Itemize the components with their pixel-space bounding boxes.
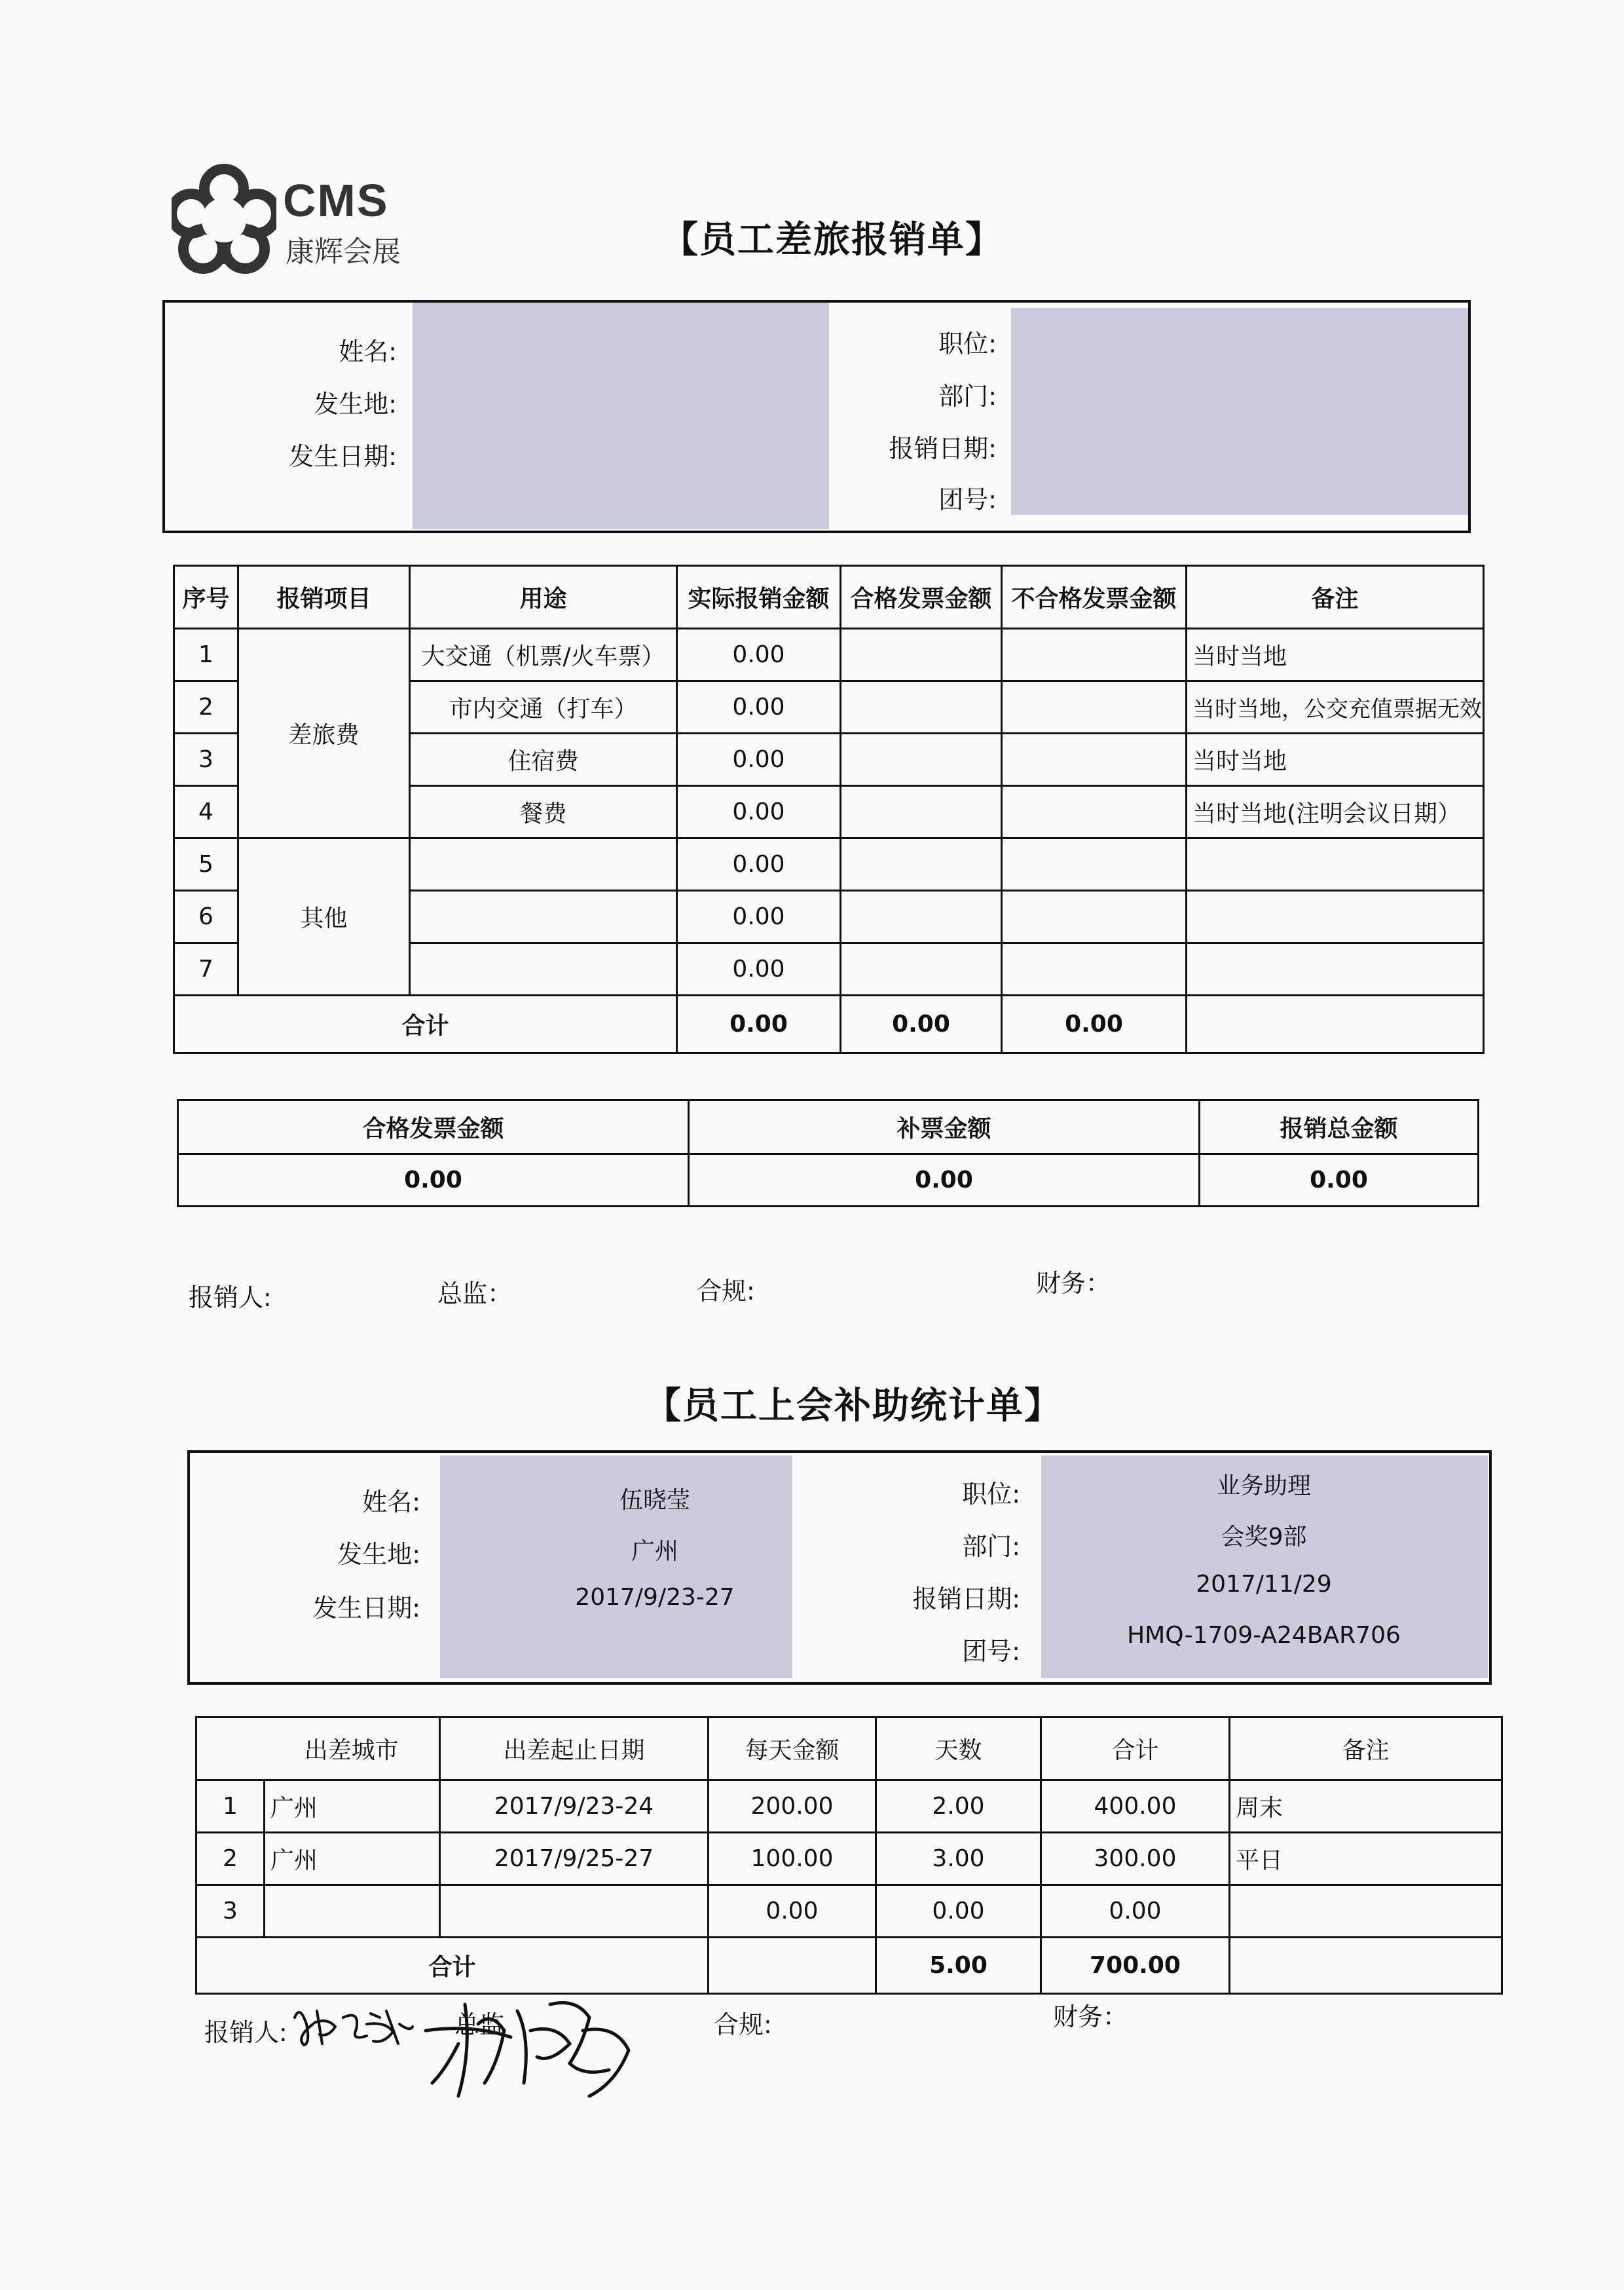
- form2-position-value: 业务助理: [1216, 1473, 1311, 1499]
- col-header-qualified: 合格发票金额: [841, 566, 1002, 629]
- total-label: 合计: [174, 996, 677, 1053]
- total-actual: 0.00: [677, 996, 841, 1053]
- total-row: [174, 996, 1484, 1053]
- summary-supplement-value: 0.00: [689, 1154, 1200, 1207]
- col-header-actual: 实际报销金额: [677, 566, 841, 629]
- col-header-dates: 出差起止日期: [440, 1718, 709, 1780]
- col-header-remark: 备注: [1187, 566, 1484, 629]
- form1-date-label: 发生日期:: [289, 442, 397, 471]
- logo-chinese-name: 康辉会展: [286, 235, 401, 269]
- form1-name-label: 姓名:: [339, 337, 397, 366]
- form2-name-value: 伍晓莹: [619, 1487, 690, 1514]
- form2-director-label: 总监: [454, 2010, 505, 2039]
- total-amount: 700.00: [1041, 1938, 1230, 1994]
- table-row: 3 0.00 0.00 0.00: [196, 1885, 1502, 1938]
- company-logo: [172, 162, 407, 274]
- table-row: 1 广州 2017/9/23-24 200.00 2.00 400.00 周末: [196, 1780, 1502, 1833]
- summary-header-qualified: 合格发票金额: [178, 1100, 689, 1154]
- form1-claim-date-label: 报销日期:: [889, 434, 997, 463]
- form2-subsidy-table: [195, 1716, 1503, 1995]
- cms-flower-logo-icon: [172, 162, 276, 274]
- group-travel-cell: 差旅费: [238, 629, 410, 838]
- redacted-area: [413, 303, 829, 529]
- col-header-usage: 用途: [410, 566, 677, 629]
- summary-total-value: 0.00: [1200, 1154, 1479, 1207]
- logo-name: CMS: [283, 175, 389, 226]
- summary-qualified-value: 0.00: [178, 1154, 689, 1207]
- table-row: 2 广州 2017/9/25-27 100.00 3.00 300.00 平日: [196, 1833, 1502, 1885]
- col-header-days: 天数: [876, 1718, 1041, 1780]
- form2-department-label: 部门:: [962, 1532, 1020, 1561]
- form2-finance-label: 财务：: [1053, 2002, 1128, 2031]
- col-header-city: 出差城市: [265, 1718, 440, 1780]
- total-row: [196, 1938, 1502, 1994]
- form2-compliance-label: 合规:: [714, 2010, 772, 2039]
- form1-department-label: 部门:: [938, 382, 997, 411]
- form1-title: 【员工差旅报销单】: [661, 219, 1003, 261]
- redacted-area: [1011, 308, 1468, 515]
- form2-claim-date-value: 2017/11/29: [1196, 1571, 1332, 1598]
- claimant-handwritten-signature: [288, 1998, 419, 2057]
- form2-date-value: 2017/9/23-27: [575, 1584, 735, 1611]
- summary-header-supplement: 补票金额: [689, 1100, 1200, 1154]
- form2-place-label: 发生地:: [337, 1540, 420, 1569]
- form1-claimant-label: 报销人:: [189, 1283, 272, 1312]
- table-row: 4 餐费 0.00 当时当地(注明会议日期）: [174, 786, 1484, 838]
- col-header-total: 合计: [1041, 1718, 1230, 1780]
- director-handwritten-signature: [419, 1985, 642, 2103]
- table-row: 5 其他 0.00: [174, 838, 1484, 891]
- form2-title: 【员工上会补助统计单】: [644, 1385, 1062, 1427]
- form1-summary-table: [177, 1099, 1479, 1207]
- form2-date-label: 发生日期:: [312, 1594, 420, 1623]
- form2-position-label: 职位:: [962, 1480, 1020, 1509]
- col-header-daily: 每天金额: [709, 1718, 876, 1780]
- table-row: 6 0.00: [174, 891, 1484, 943]
- form1-group-no-label: 团号:: [938, 485, 997, 514]
- table-row: 7 0.00: [174, 943, 1484, 996]
- form2-department-value: 会奖9部: [1221, 1524, 1307, 1550]
- col-header-remark: 备注: [1230, 1718, 1502, 1780]
- col-header-no: 序号: [174, 566, 238, 629]
- form1-finance-label: 财务：: [1036, 1269, 1111, 1298]
- total-label: 合计: [196, 1938, 709, 1994]
- form2-claimant-label: 报销人:: [204, 2018, 287, 2047]
- table-row: 3 住宿费 0.00 当时当地: [174, 734, 1484, 786]
- form1-place-label: 发生地:: [314, 390, 397, 419]
- col-header-item: 报销项目: [238, 566, 410, 629]
- form2-group-no-value: HMQ-1709-A24BAR706: [1127, 1622, 1401, 1649]
- total-unqualified: 0.00: [1002, 996, 1187, 1053]
- total-qualified: 0.00: [841, 996, 1002, 1053]
- form1-compliance-label: 合规:: [697, 1277, 755, 1305]
- group-other-cell: 其他: [238, 838, 410, 996]
- table-row: 2 市内交通（打车） 0.00 当时当地，公交充值票据无效: [174, 681, 1484, 734]
- summary-header-total: 报销总金额: [1200, 1100, 1479, 1154]
- col-header-unqualified: 不合格发票金额: [1002, 566, 1187, 629]
- form2-name-label: 姓名:: [362, 1488, 420, 1516]
- form1-expense-table: [173, 565, 1485, 1054]
- table-row: 1 差旅费 大交通（机票/火车票） 0.00 当时当地: [174, 629, 1484, 681]
- form1-position-label: 职位:: [938, 329, 997, 358]
- total-days: 5.00: [876, 1938, 1041, 1994]
- form2-place-value: 广州: [631, 1538, 678, 1565]
- form1-director-label: 总监：: [437, 1279, 513, 1308]
- form2-group-no-label: 团号:: [962, 1637, 1020, 1666]
- form2-claim-date-label: 报销日期:: [912, 1585, 1020, 1613]
